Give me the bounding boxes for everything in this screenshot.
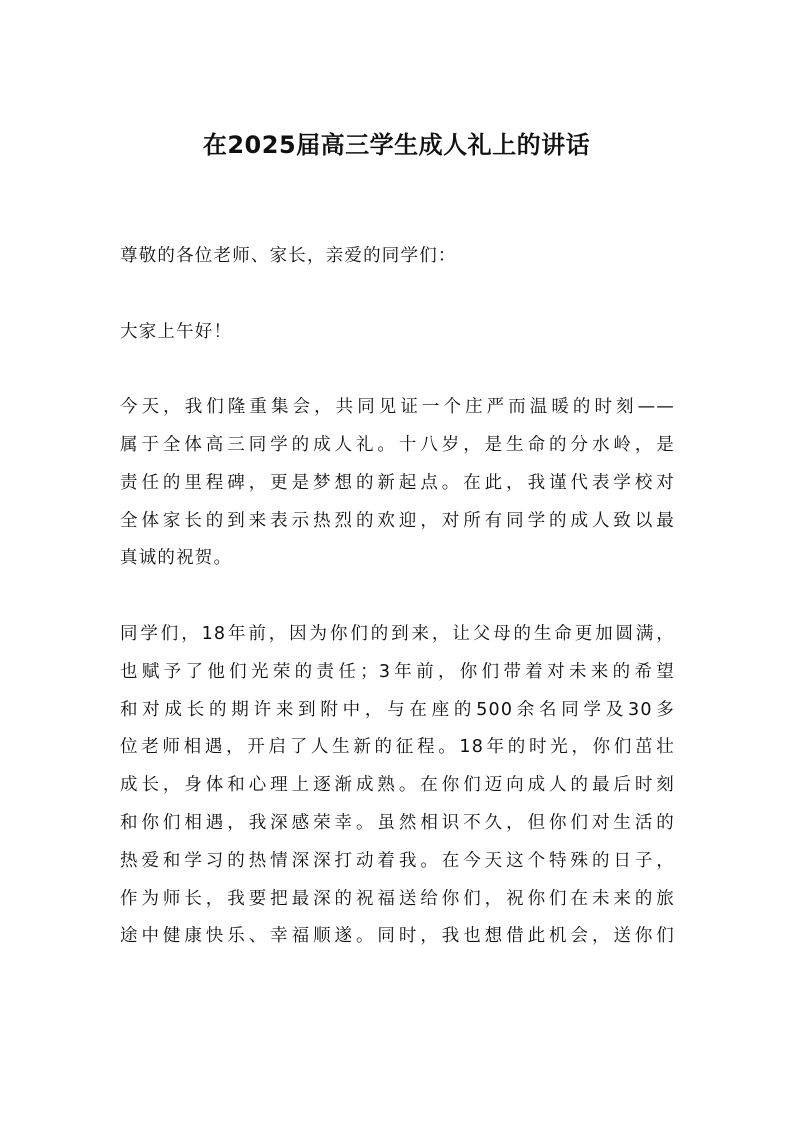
text-line: 作为师长，我要把最深的祝福送给你们，祝你们在未来的旅 [120,888,675,909]
text-line: 热爱和学习的热情深深打动着我。在今天这个特殊的日子， [120,850,675,871]
text-line: 真诚的祝贺。 [120,548,233,569]
text-line: 也赋予了他们光荣的责任；3年前，你们带着对未来的希望 [120,661,675,682]
text-line: 属于全体高三同学的成人礼。十八岁，是生命的分水岭，是 [120,434,675,455]
text-line: 途中健康快乐、幸福顺遂。同时，我也想借此机会，送你们 [120,926,675,947]
text-line: 和你们相遇，我深感荣幸。虽然相识不久，但你们对生活的 [120,812,675,833]
text-line: 全体家长的到来表示热烈的欢迎，对所有同学的成人致以最 [120,510,675,531]
main-paragraph [120,616,675,956]
text-line: 同学们，18年前，因为你们的到来，让父母的生命更加圆满， [120,623,675,644]
paragraph-spacing [120,578,675,616]
text-line: 今天，我们隆重集会，共同见证一个庄严而温暖的时刻—— [120,397,675,418]
text-line: 尊敬的各位老师、家长，亲爱的同学们： [120,246,457,266]
document-body [120,238,675,956]
paragraph-spacing [120,351,675,389]
text-line: 大家上午好！ [120,321,233,342]
document-title: 在2025届高三学生成人礼上的讲话 [202,131,591,159]
text-line: 位老师相遇，开启了人生新的征程。18年的时光，你们茁壮 [120,737,675,758]
paragraph-spacing [120,276,675,314]
text-line: 和对成长的期许来到附中，与在座的500余名同学及30多 [120,699,675,720]
salutation-paragraph [120,238,675,276]
text-line: 责任的里程碑，更是梦想的新起点。在此，我谨代表学校对 [120,472,675,493]
opening-paragraph [120,389,675,578]
greeting-paragraph [120,314,675,352]
text-line: 成长，身体和心理上逐渐成熟。在你们迈向成人的最后时刻 [120,775,675,796]
